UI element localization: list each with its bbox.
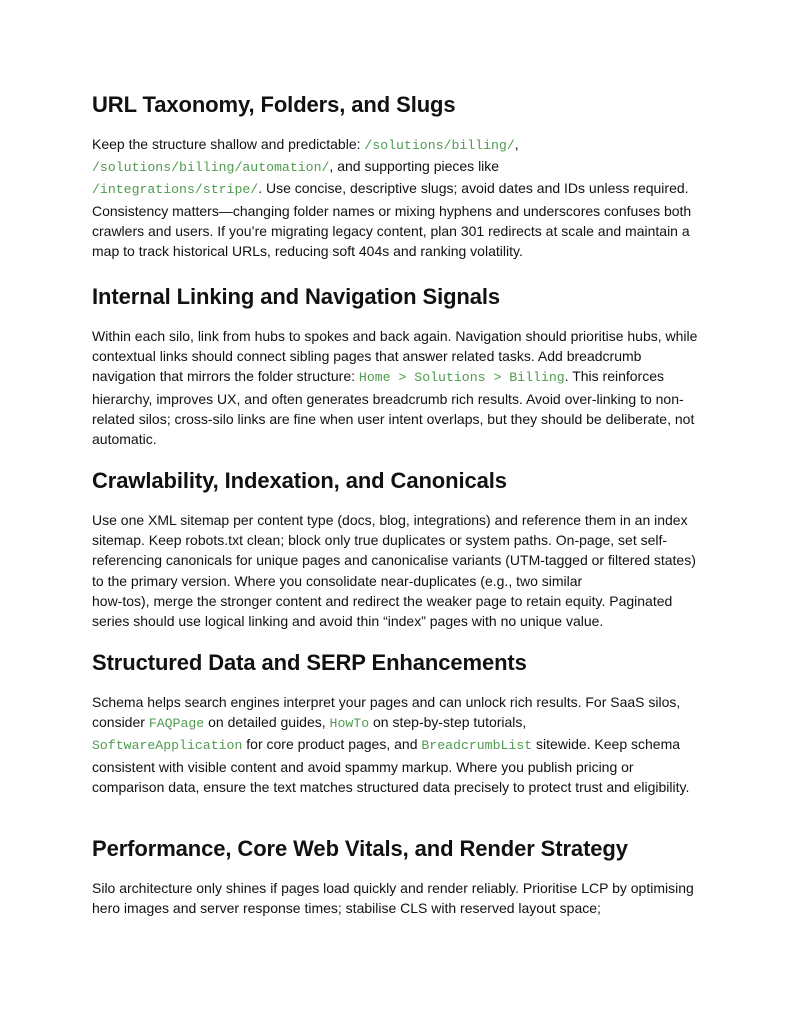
- paragraph-text: . Use concise, descriptive slugs; avoid dates and IDs unless required. Consistency matters—changing folder names or mixing hyphens and underscores confuses both crawlers and users. If you’re migrating legacy content, plan 301 redirects at scale and maintain a map to track historical URLs, reducing soft 404s and ranking volatility.: [92, 180, 692, 260]
- section-structured-data: [92, 650, 702, 797]
- section-paragraph: [92, 510, 702, 631]
- inline-code-path: /solutions/billing/automation/: [92, 160, 330, 176]
- paragraph-text: Within each silo, link from hubs to spokes and back again. Navigation should prioritise hubs, while contextual links should connect sibling pages that answer related tasks. Add breadcrumb navigation that mirrors the folder structure:: [92, 328, 698, 385]
- paragraph-text: . This reinforces hierarchy, improves UX, and often generates breadcrumb rich results. Avoid over-linking to non-related silos; cross-silo links are fine when user intent overlaps, but they should be deliberate, not automatic.: [92, 368, 695, 448]
- paragraph-text: for core product pages, and: [242, 736, 422, 753]
- section-url-taxonomy: [92, 92, 702, 261]
- section-paragraph: [92, 326, 702, 449]
- inline-code-schema: FAQPage: [148, 716, 205, 732]
- paragraph-text: how-tos), merge the stronger content and redirect the weaker page to retain equity. Paginated series should use logical linking and avoid thin “index” pages with no unique value.: [92, 592, 673, 630]
- section-heading: URL Taxonomy, Folders, and Slugs: [92, 92, 456, 117]
- section-paragraph: [92, 692, 702, 797]
- paragraph-text: sitewide. Keep schema consistent with visible content and avoid spammy markup. Where you publish pricing or comparison data, ensure the text matches structured data precisely to protect trust and eligibility.: [92, 736, 690, 795]
- paragraph-text: Use one XML sitemap per content type (docs, blog, integrations) and reference them in an index sitemap. Keep robots.txt clean; block only true duplicates or system paths. On-page, set self-referencing canonicals for unique pages and canonicalise variants (UTM-tagged or filtered states) to the primary version. Where you consolidate near-duplicates (e.g., two similar: [92, 512, 696, 589]
- section-internal-linking: [92, 284, 702, 449]
- paragraph-text: ,: [514, 136, 519, 152]
- inline-code-schema: SoftwareApplication: [92, 738, 243, 754]
- paragraph-text: Schema helps search engines interpret your pages and can unlock rich results. For SaaS silos, consider: [92, 694, 681, 731]
- section-paragraph: [92, 878, 702, 918]
- paragraph-text: Keep the structure shallow and predictable:: [92, 136, 365, 152]
- section-heading: Crawlability, Indexation, and Canonicals: [92, 468, 507, 493]
- section-heading: Internal Linking and Navigation Signals: [92, 284, 501, 309]
- paragraph-text: on detailed guides,: [204, 714, 330, 731]
- inline-code-schema: HowTo: [329, 716, 370, 732]
- paragraph-text: on step-by-step tutorials,: [369, 714, 527, 731]
- section-heading: Structured Data and SERP Enhancements: [92, 650, 527, 675]
- inline-code-breadcrumb: Home > Solutions > Billing: [358, 370, 565, 386]
- section-heading: Performance, Core Web Vitals, and Render Strategy: [92, 836, 628, 861]
- inline-code-schema: BreadcrumbList: [421, 738, 533, 754]
- inline-code-path: /solutions/billing/: [364, 138, 515, 153]
- inline-code-path: /integrations/stripe/: [92, 182, 259, 198]
- paragraph-text: Silo architecture only shines if pages load quickly and render reliably. Prioritise LCP by optimising hero images and server response times; stabilise CLS with reserved layout space;: [92, 880, 694, 917]
- section-paragraph: [92, 134, 702, 261]
- section-crawlability: [92, 468, 702, 631]
- section-performance: [92, 836, 702, 918]
- paragraph-text: , and supporting pieces like: [329, 158, 500, 175]
